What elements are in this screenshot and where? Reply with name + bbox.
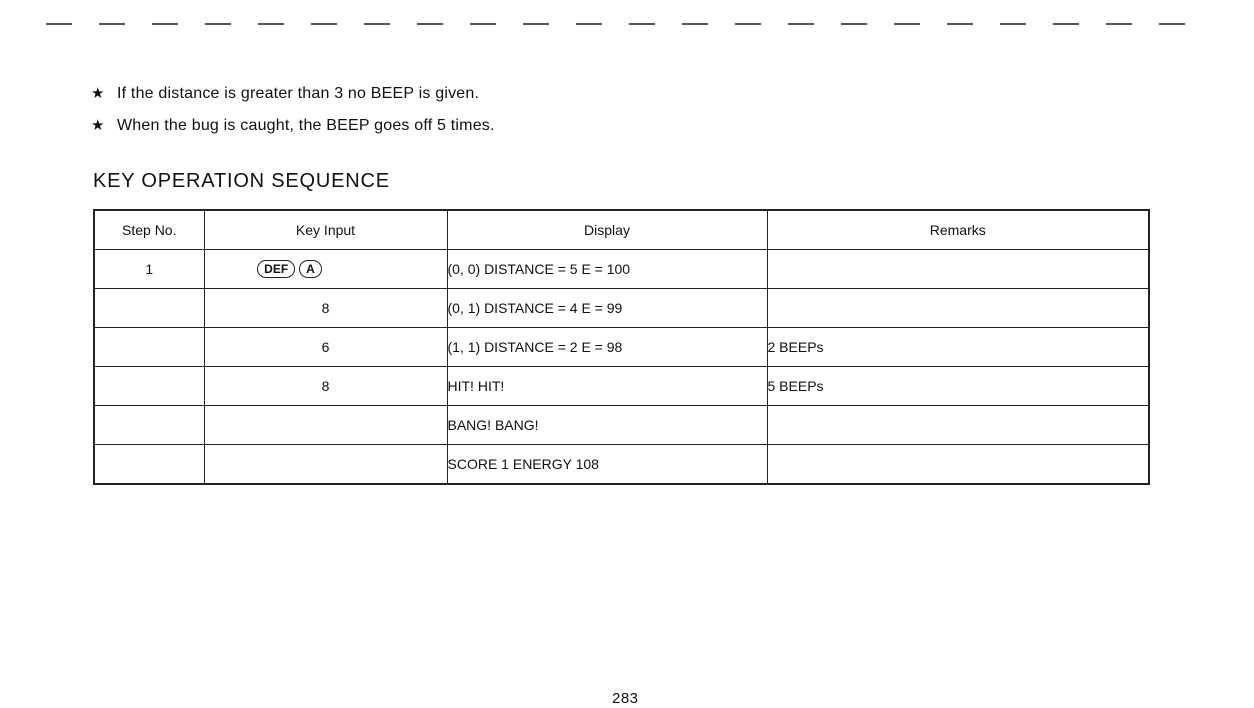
step-cell: 1 <box>94 250 204 289</box>
key-input-cell <box>204 406 447 445</box>
display-cell: SCORE 1 ENERGY 108 <box>447 445 767 485</box>
key-input-cell: 8 <box>204 289 447 328</box>
key-input-cell <box>204 445 447 485</box>
step-cell <box>94 406 204 445</box>
def-key-icon: DEF <box>257 260 295 278</box>
star-icon: ★ <box>91 85 105 102</box>
star-icon: ★ <box>91 117 105 134</box>
key-operation-table <box>93 209 1150 485</box>
note-item <box>91 110 495 142</box>
table-header-row <box>94 210 1149 250</box>
remarks-cell <box>767 250 1149 289</box>
remarks-cell <box>767 406 1149 445</box>
key-sequence <box>257 260 322 278</box>
table-row <box>94 406 1149 445</box>
step-cell <box>94 328 204 367</box>
note-text: If the distance is greater than 3 no BEEP is given. <box>117 85 480 102</box>
step-cell <box>94 445 204 485</box>
dashed-rule <box>46 20 1206 28</box>
a-key-icon: A <box>299 260 322 278</box>
remarks-cell <box>767 445 1149 485</box>
display-cell: BANG! BANG! <box>447 406 767 445</box>
note-item <box>91 78 495 110</box>
column-header-step: Step No. <box>94 210 204 250</box>
table-row <box>94 367 1149 406</box>
notes-list <box>91 78 495 142</box>
display-cell: (1, 1) DISTANCE = 2 E = 98 <box>447 328 767 367</box>
table-row <box>94 289 1149 328</box>
key-input-cell: 6 <box>204 328 447 367</box>
column-header-display: Display <box>447 210 767 250</box>
table-row <box>94 445 1149 485</box>
column-header-remarks: Remarks <box>767 210 1149 250</box>
key-input-cell: 8 <box>204 367 447 406</box>
remarks-cell: 5 BEEPs <box>767 367 1149 406</box>
key-input-cell <box>204 250 447 289</box>
step-cell <box>94 367 204 406</box>
table-row <box>94 250 1149 289</box>
remarks-cell <box>767 289 1149 328</box>
column-header-key-input: Key Input <box>204 210 447 250</box>
step-cell <box>94 289 204 328</box>
table-row <box>94 328 1149 367</box>
display-cell: (0, 1) DISTANCE = 4 E = 99 <box>447 289 767 328</box>
note-text: When the bug is caught, the BEEP goes off 5 times. <box>117 117 495 134</box>
remarks-cell: 2 BEEPs <box>767 328 1149 367</box>
display-cell: HIT! HIT! <box>447 367 767 406</box>
section-title: KEY OPERATION SEQUENCE <box>93 170 390 192</box>
display-cell: (0, 0) DISTANCE = 5 E = 100 <box>447 250 767 289</box>
page-number: 283 <box>612 690 639 707</box>
